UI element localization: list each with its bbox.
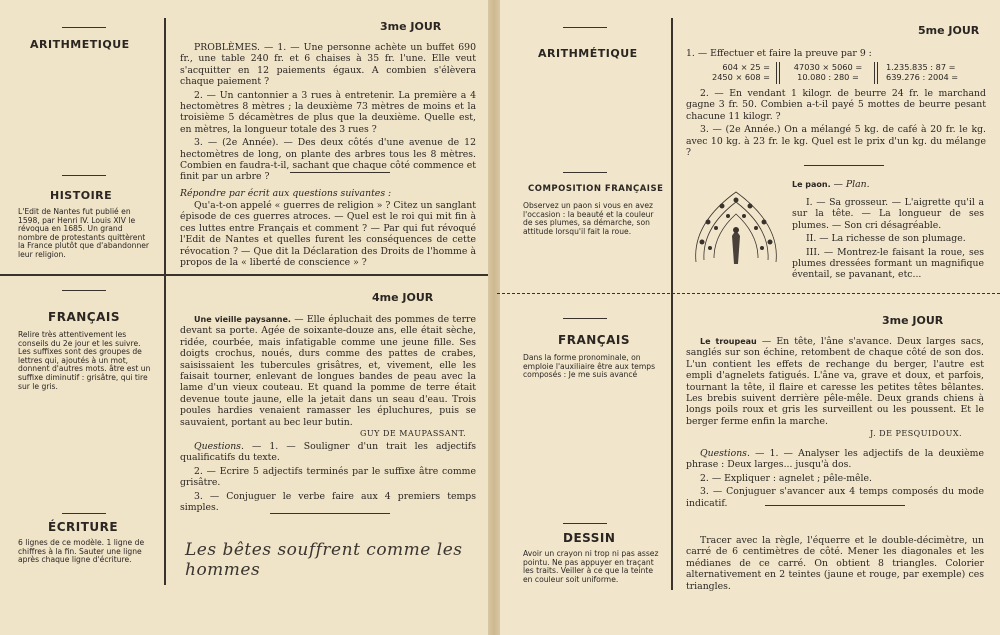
story-left bbox=[180, 314, 476, 430]
questions-left: Questions. — 1. — Souligner d'un trait les adjectifs qualificatifs du texte. 2. — Ecrire 5 adjectifs terminés par le suffixe âtre comme grisâtre. 3. — Conjuguer le verbe faire aux 4 premiers temps simples. bbox=[180, 441, 476, 514]
dessin-heading: DESSIN bbox=[563, 531, 616, 545]
ecriture-heading: ÉCRITURE bbox=[48, 520, 119, 534]
compo-note: Observez un paon si vous en avez l'occasion : la beauté et la couleur de ses plumes, sa démarche, son attitude lorsqu'il fait la roue. bbox=[523, 201, 654, 236]
problems-left bbox=[180, 42, 476, 185]
author-right: J. DE PESQUIDOUX. bbox=[870, 429, 963, 438]
problem-3: 3. — (2e Année). — Des deux côtés d'une avenue de 12 hectomètres de long, on plante des arbres tous les 8 mètres. Combien en faudra-t-il, sachant que chaque côté commence et finit par un arbre ? bbox=[180, 137, 476, 183]
left-divider bbox=[164, 18, 166, 585]
plan-list: I. — Sa grosseur. — L'aigrette qu'il a sur la tête. — La longueur de ses plumes. — Son cri désagréable. II. — La richesse de son plumage. III. — Montrez-le faisant la roue, ses plumes dressées formant un magnifique éventail, se pavanant, etc... bbox=[792, 197, 984, 281]
francais-heading: FRANÇAIS bbox=[48, 310, 120, 324]
story-text-left: — Elle épluchait des pommes de terre devant sa porte. Agée de soixante-douze ans, elle était sèche, ridée, courbée, mais infatigable comme une jeune fille. Ses doigts crochus, noués, durs comme des pattes de crabes, saisissaient les tubercules grisâtres, et, vivement, elle les faisait tourner, enlevant de longues bandes de peau avec la lame d'un vieux couteau. Et quand la pomme de terre était devenue toute jaune, elle la jetait dans un seau d'eau. Trois poules hardies venaient ramasser les épluchures, puis se sauvaient, portant au bec leur butin. bbox=[180, 314, 476, 428]
arith-heading: ARITHMETIQUE bbox=[30, 38, 130, 51]
francais-note-right: Dans la forme pronominale, on emploie l'auxiliaire être aux temps composés : Je me suis avancé bbox=[523, 353, 656, 380]
day-5-right: 5me JOUR bbox=[918, 24, 980, 37]
operations-col-b: 47030 × 5060 = 10.080 : 280 = bbox=[793, 62, 863, 82]
questions-right: Questions. — 1. — Analyser les adjectifs de la deuxième phrase : Deux larges... jusqu'à dos. 2. — Expliquer : agnelet ; pêle-mêle. 3. — Conjuguer s'avancer aux 4 temps composés du mode indicatif. bbox=[686, 448, 984, 509]
exercise-1-intro: 1. — Effectuer et faire la preuve par 9 : bbox=[686, 48, 872, 59]
right-separator bbox=[497, 293, 1000, 295]
handwriting-model: Les bêtes souffrent comme les hommes bbox=[185, 540, 463, 580]
author-left: GUY DE MAUPASSANT. bbox=[360, 429, 467, 438]
problem-2: 2. — Un cantonnier a 3 rues à entretenir. La première a 4 hectomètres 8 mètres ; la deuxième 73 mètres de moins et la troisième 5 décamètres de plus que la deuxième. Quelle est, en mètres, la longueur totale des 3 rues ? bbox=[180, 89, 476, 135]
day-3-left: 3me JOUR bbox=[380, 20, 442, 33]
left-separator bbox=[0, 274, 488, 276]
francais-heading-right: FRANÇAIS bbox=[558, 333, 630, 347]
story-title-right: Le troupeau bbox=[700, 337, 757, 346]
dessin-note: Avoir un crayon ni trop ni pas assez pointu. Ne pas appuyer en traçant les traits. Veiller à ce que la teinte en couleur soit uniforme. bbox=[523, 549, 659, 584]
day-4-left: 4me JOUR bbox=[372, 291, 434, 304]
histoire-heading: HISTOIRE bbox=[50, 189, 113, 202]
history-questions-title: Répondre par écrit aux questions suivantes : bbox=[180, 188, 392, 199]
story-title-left: Une vieille paysanne. bbox=[194, 315, 291, 324]
story-text-right: — En tête, l'âne s'avance. Deux larges sacs, sanglés sur son échine, retombent de chaque côté de son dos. L'un contient les effets de rechange du berger, l'autre est empli d'agnelets fatigués. L'âne va, grave et doux, et parfois, tournant la tête, il flaire et caresse les petites têtes bêlantes. Les brebis suivent derrière pêle-mêle. Deux grands chiens à longs poils roux et gris les surveillent ou les poussent. Et le berger ferme enfin la marche. bbox=[686, 336, 984, 427]
story-right bbox=[686, 336, 984, 429]
drawing-exercise: Tracer avec la règle, l'équerre et le double-décimètre, un carré de 6 centimètres de côté. Mener les diagonales et les médianes de ce carré. On obtient 8 triangles. Colorier alternativement en 2 teintes (jaune et rouge, par exemple) ces triangles. bbox=[686, 535, 984, 592]
peacock-illustration bbox=[688, 184, 784, 268]
right-divider bbox=[671, 18, 673, 590]
operations-col-c: 1.235.835 : 87 = 639.276 : 2004 = bbox=[886, 62, 959, 82]
francais-note: Relire très attentivement les conseils du 2e jour et les suivre. Les suffixes sont des groupes de lettres qui, ajoutés à un mot, donnent d'autres mots. âtre est un suffixe diminutif : grisâtre, qui tire sur le gris. bbox=[18, 330, 151, 391]
histoire-note: L'Edit de Nantes fut publié en 1598, par Henri IV. Louis XIV le révoqua en 1685. Un grand nombre de protestants quittèrent la France plutôt que d'abandonner leur religion. bbox=[18, 207, 150, 259]
page-fold bbox=[488, 0, 500, 635]
problem-1: PROBLÈMES. — 1. — Une personne achète un buffet 690 fr., une table 240 fr. et 6 chaises à 35 fr. l'une. Elle veut s'acquitter en 12 paiements égaux. A combien s'élèvera chaque paiement ? bbox=[180, 42, 476, 88]
paon-heading: Le paon. — Plan. bbox=[792, 179, 870, 190]
operations-col-a: 604 × 25 = 2450 × 608 = bbox=[712, 62, 770, 82]
arith-heading-right: ARITHMÉTIQUE bbox=[538, 47, 638, 60]
history-questions: Qu'a-t-on appelé « guerres de religion » ? Citez un sanglant épisode de ces guerres atroces. — Quel est le roi qui mit fin à ces luttes entre Français et comment ? — Par qui fut révoqué l'Edit de Nantes et quelles furent les conséquences de cette révocation ? — Que dit la Déclaration des Droits de l'homme à propos de la « liberté de conscience » ? bbox=[180, 200, 476, 269]
compo-heading: COMPOSITION FRANÇAISE bbox=[528, 184, 664, 194]
ecriture-note: 6 lignes de ce modèle. 1 ligne de chiffres à la fin. Sauter une ligne après chaque ligne d'écriture. bbox=[18, 538, 145, 565]
exercises-right: 2. — En vendant 1 kilogr. de beurre 24 fr. le marchand gagne 3 fr. 50. Combien a-t-il payé 5 mottes de beurre pesant chacune 11 kilogr. ? 3. — (2e Année.) On a mélangé 5 kg. de café à 20 fr. le kg. avec 10 kg. à 23 fr. le kg. Quel est le prix d'un kg. du mélange ? bbox=[686, 88, 986, 159]
day-3-right: 3me JOUR bbox=[882, 314, 944, 327]
